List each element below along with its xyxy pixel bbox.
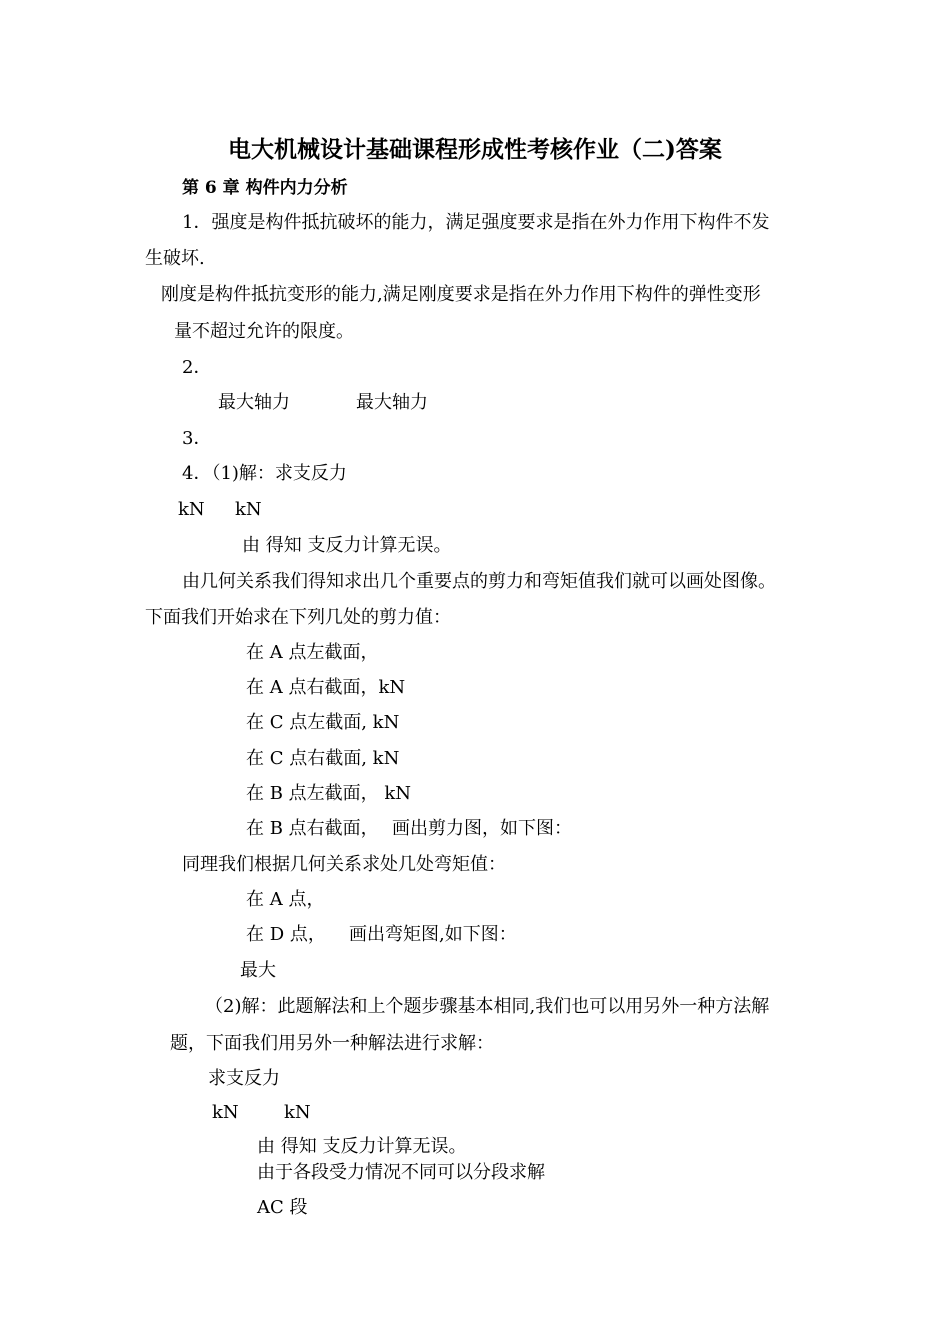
q4-part2-kn-b: kN [284, 1102, 311, 1123]
q2-number: 2． [182, 357, 212, 378]
q1-line-3: 刚度是构件抵抗变形的能力,满足刚度要求是指在外力作用下构件的弹性变形 [161, 284, 761, 305]
moment-intro: 同理我们根据几何关系求处几处弯矩值： [182, 854, 506, 875]
shear-a-left: 在 A 点左截面， [246, 642, 379, 663]
q4-part2-segment-note: 由于各段受力情况不同可以分段求解 [257, 1162, 545, 1183]
shear-a-right: 在 A 点右截面，kN [246, 677, 406, 698]
moment-diagram-note: 画出弯矩图,如下图： [349, 924, 517, 945]
q1-line-1: 1．强度是构件抵抗破坏的能力，满足强度要求是指在外力作用下构件不发 [182, 212, 770, 233]
q4-part2-kn-a: kN [212, 1102, 239, 1123]
q4-intro-line-1: 由几何关系我们得知求出几个重要点的剪力和弯矩值我们就可以画处图像。 [182, 571, 776, 592]
shear-c-left: 在 C 点左截面, kN [246, 712, 400, 733]
q4-part2-line-1: （2)解：此题解法和上个题步骤基本相同,我们也可以用另外一种方法解 [205, 996, 770, 1017]
shear-diagram-note: 画出剪力图，如下图： [392, 818, 572, 839]
q4-part2-ac-segment: AC 段 [257, 1197, 308, 1218]
q3-number: 3． [182, 428, 212, 449]
q4-part2-check: 由 得知 支反力计算无误。 [257, 1136, 467, 1157]
moment-d: 在 D 点， [246, 924, 326, 945]
moment-max: 最大 [240, 960, 276, 981]
chapter-heading: 第 6 章 构件内力分析 [182, 178, 348, 198]
moment-a: 在 A 点， [246, 889, 325, 910]
q4-part2-line-2: 题，下面我们用另外一种解法进行求解： [170, 1033, 494, 1054]
q4-kn-a: kN [178, 499, 205, 520]
shear-b-right: 在 B 点右截面， [246, 818, 379, 839]
shear-c-right: 在 C 点右截面, kN [246, 748, 400, 769]
q4-kn-b: kN [235, 499, 262, 520]
document-title: 电大机械设计基础课程形成性考核作业（二)答案 [228, 136, 722, 163]
q4-part2-reaction: 求支反力 [208, 1068, 280, 1089]
q2-max-axial-a: 最大轴力 [218, 392, 290, 413]
q4-intro-line-2: 下面我们开始求在下列几处的剪力值： [145, 607, 451, 628]
q2-max-axial-b: 最大轴力 [356, 392, 428, 413]
q4-check: 由 得知 支反力计算无误。 [242, 535, 452, 556]
shear-b-left: 在 B 点左截面， kN [246, 783, 412, 804]
q4-part1-heading: 4．（1)解：求支反力 [182, 463, 347, 484]
q1-line-2: 生破坏. [145, 248, 205, 269]
q1-line-4: 量不超过允许的限度。 [174, 321, 354, 342]
